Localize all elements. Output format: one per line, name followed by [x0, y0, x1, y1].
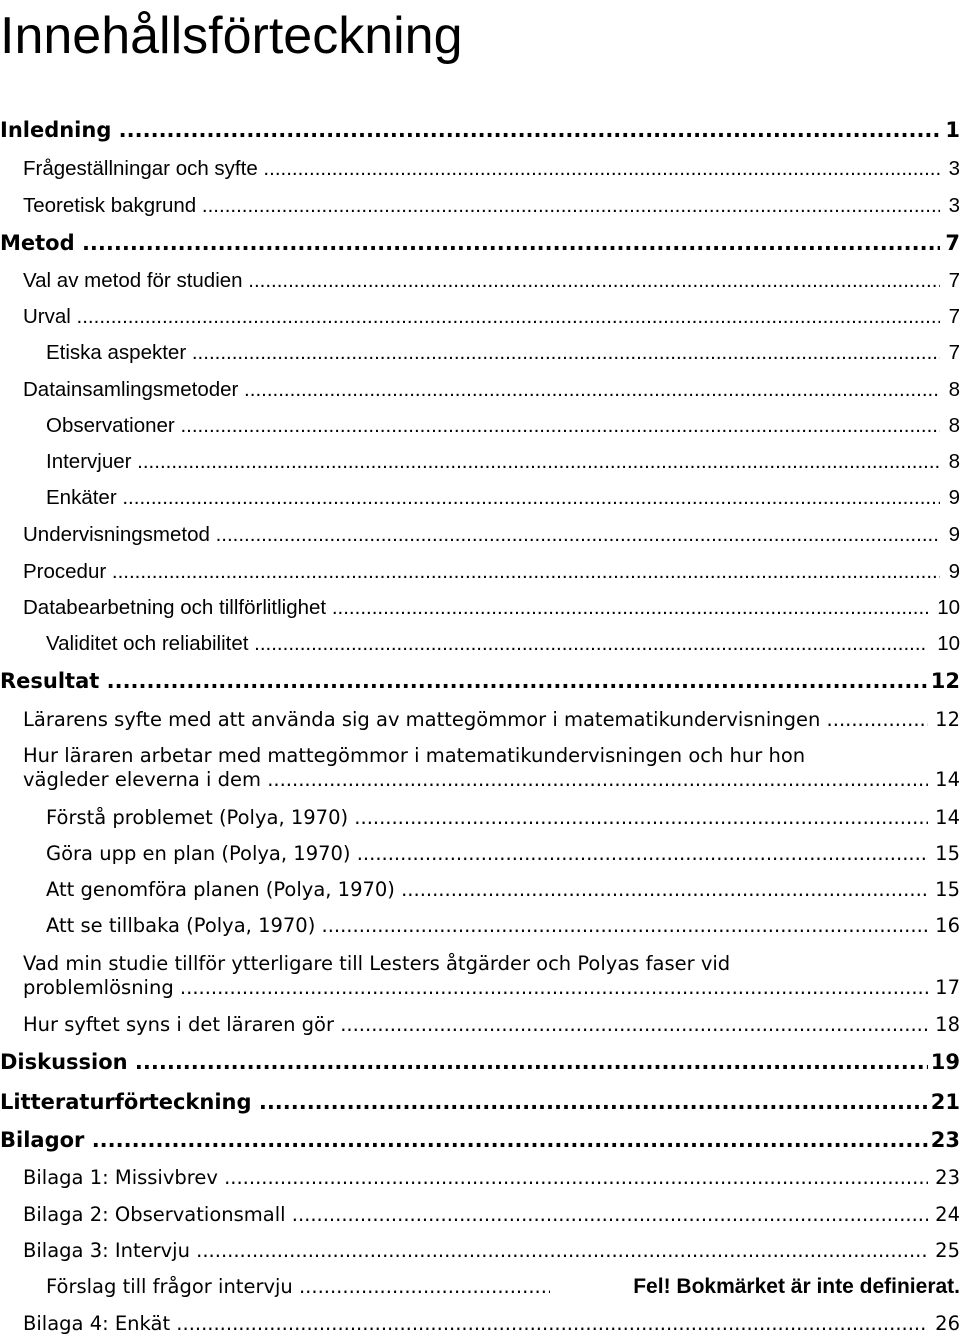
toc-entry-label: Att genomföra planen (Polya, 1970) [46, 878, 395, 901]
toc-page-number: 7 [948, 305, 960, 328]
toc-entry-label: Göra upp en plan (Polya, 1970) [46, 842, 351, 865]
toc-entry-label: Observationer [46, 414, 175, 437]
toc-entry[interactable] [0, 708, 960, 732]
toc-entry[interactable] [0, 414, 960, 438]
toc-page-number: 23 [935, 1166, 960, 1189]
toc-entry[interactable] [0, 842, 960, 866]
toc-entry-label: Val av metod för studien [23, 269, 243, 292]
toc-entry[interactable] [0, 1166, 960, 1190]
toc-entry[interactable] [0, 1312, 960, 1336]
toc-entry[interactable] [0, 1013, 960, 1037]
toc-entry[interactable] [0, 486, 960, 510]
toc-page-number: 25 [935, 1239, 960, 1262]
toc-page-number: 26 [935, 1312, 960, 1335]
toc-entry-label: Validitet och reliabilitet [46, 632, 249, 655]
toc-entry[interactable] [0, 596, 960, 620]
toc-entry-label: Undervisningsmetod [23, 523, 210, 546]
toc-page-number: 14 [935, 768, 960, 791]
toc-entry-label: Teoretisk bakgrund [23, 194, 197, 217]
toc-entry-label: Etiska aspekter [46, 341, 187, 364]
toc-entry[interactable] [0, 341, 960, 365]
toc-page-number: 21 [930, 1090, 960, 1114]
toc-entry-label: Intervjuer [46, 450, 132, 473]
toc-entry-label: Datainsamlingsmetoder [23, 378, 239, 401]
toc-page-number: 7 [945, 231, 960, 255]
toc-page-number: 17 [935, 976, 960, 999]
toc-entry-label: Procedur [23, 560, 107, 583]
toc-entry[interactable] [0, 157, 960, 181]
toc-entry-label: Enkäter [46, 486, 117, 509]
toc-page-number: 18 [935, 1013, 960, 1036]
toc-entry-label-continued: vägleder eleverna i dem [23, 768, 261, 791]
toc-page-number: 19 [930, 1050, 960, 1074]
toc-entry[interactable] [0, 914, 960, 938]
toc-entry[interactable] [0, 1090, 960, 1114]
toc-page-number: 1 [945, 118, 960, 142]
toc-entry-label: Bilaga 1: Missivbrev [23, 1166, 218, 1189]
toc-page-number: 3 [948, 157, 960, 180]
toc-page-number: 14 [935, 806, 960, 829]
toc-entry[interactable] [0, 560, 960, 584]
toc-entry[interactable] [0, 806, 960, 830]
toc-entry-label: Att se tillbaka (Polya, 1970) [46, 914, 316, 937]
toc-entry-label-continued: problemlösning [23, 976, 174, 999]
toc-entry-label: Bilaga 3: Intervju [23, 1239, 190, 1262]
toc-entry-label: Förslag till frågor intervju [46, 1275, 293, 1298]
toc-error-message: Fel! Bokmärket är inte definierat. [633, 1275, 960, 1298]
toc-entry-label: Bilaga 4: Enkät [23, 1312, 171, 1335]
toc-entry[interactable] [0, 632, 960, 656]
toc-page-number: 15 [935, 842, 960, 865]
toc-entry[interactable] [0, 669, 960, 693]
toc-entry-label: Lärarens syfte med att använda sig av mattegömmor i matematikundervisningen [23, 708, 821, 731]
toc-entry-label: Inledning [0, 118, 112, 142]
toc-entry[interactable] [0, 1239, 960, 1263]
toc-entry-label: Urval [23, 305, 71, 328]
toc-entry-label: Hur läraren arbetar med mattegömmor i matematikundervisningen och hur hon [23, 744, 806, 767]
toc-page-number: 10 [937, 596, 960, 619]
toc-entry-label: Resultat [0, 669, 100, 693]
toc-entry[interactable] [0, 744, 960, 792]
toc-entry[interactable] [0, 878, 960, 902]
toc-page-number: 10 [937, 632, 960, 655]
toc-entry[interactable] [0, 1275, 960, 1299]
toc-entry[interactable] [0, 305, 960, 329]
toc-page-number: 9 [948, 560, 960, 583]
toc-page-number: 23 [930, 1128, 960, 1152]
toc-page-number: 7 [948, 269, 960, 292]
toc-page-number: 16 [935, 914, 960, 937]
toc-page-number: 9 [948, 523, 960, 546]
toc-page-number: 24 [935, 1203, 960, 1226]
toc-entry[interactable] [0, 450, 960, 474]
toc-entry-label: Hur syftet syns i det läraren gör [23, 1013, 335, 1036]
toc-entry[interactable] [0, 378, 960, 402]
toc-entry[interactable] [0, 118, 960, 142]
toc-page-number: 3 [948, 194, 960, 217]
toc-entry-label: Förstå problemet (Polya, 1970) [46, 806, 349, 829]
toc-entry[interactable] [0, 523, 960, 547]
toc-entry-label: Diskussion [0, 1050, 128, 1074]
toc-entry-label: Bilaga 2: Observationsmall [23, 1203, 286, 1226]
toc-entry[interactable] [0, 1050, 960, 1074]
page-title: Innehållsförteckning [0, 7, 463, 65]
toc-entry[interactable] [0, 231, 960, 255]
toc-page-number: 12 [935, 708, 960, 731]
toc-entry-label: Frågeställningar och syfte [23, 157, 258, 180]
toc-entry-label: Bilagor [0, 1128, 85, 1152]
toc-entry[interactable] [0, 269, 960, 293]
toc-page-number: 8 [948, 450, 960, 473]
toc-page-number: 9 [948, 486, 960, 509]
toc-entry[interactable] [0, 1203, 960, 1227]
toc-entry-label: Vad min studie tillför ytterligare till Lesters åtgärder och Polyas faser vid [23, 952, 731, 975]
toc-entry[interactable] [0, 952, 960, 1000]
toc-page-number: 8 [948, 414, 960, 437]
toc-page-number: 15 [935, 878, 960, 901]
toc-entry[interactable] [0, 1128, 960, 1152]
toc-entry[interactable] [0, 194, 960, 218]
toc-entry-label: Litteraturförteckning [0, 1090, 252, 1114]
toc-entry-label: Databearbetning och tillförlitlighet [23, 596, 327, 619]
toc-entry-label: Metod [0, 231, 75, 255]
toc-page-number: 8 [948, 378, 960, 401]
toc-page-number: 7 [948, 341, 960, 364]
toc-page-number: 12 [930, 669, 960, 693]
